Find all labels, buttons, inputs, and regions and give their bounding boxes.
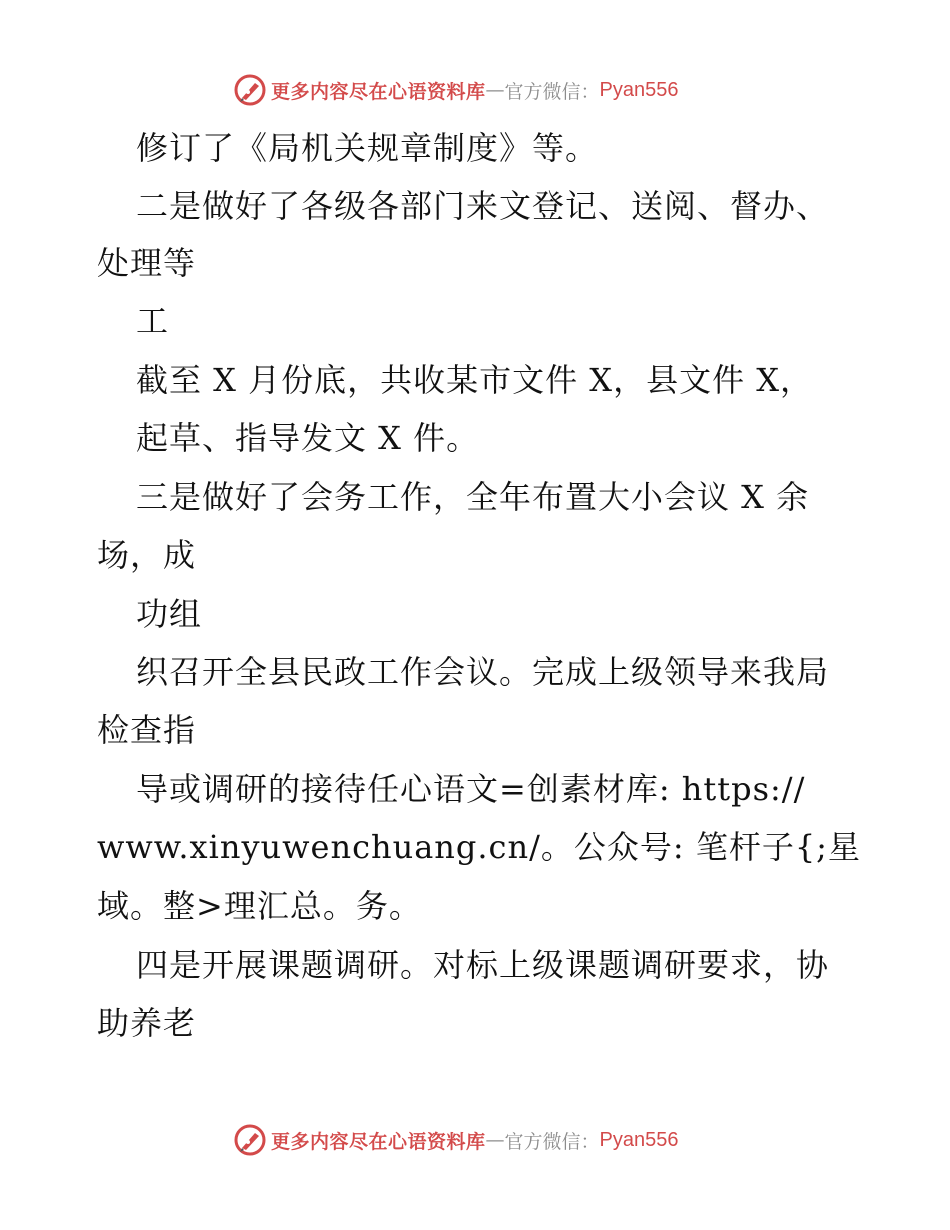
watermark-brand: 更多内容尽在心语资料库 [271,1130,486,1153]
watermark-label: 官方微信： [504,80,600,103]
pen-logo-icon [233,1123,267,1157]
watermark-separator: — [485,79,505,101]
text-line: 功组 [136,595,203,633]
watermark-account: Pyan556 [599,78,679,101]
text-line: 三是做好了会务工作，全年布置大小会议 X 余 [136,478,810,516]
watermark-separator: — [485,1129,505,1151]
watermark-account: Pyan556 [599,1128,679,1151]
text-line: 工 [136,302,170,340]
watermark-brand: 更多内容尽在心语资料库 [271,80,486,103]
text-line: 起草、指导发文 X 件。 [136,419,480,457]
text-line: 检查指 [97,711,197,749]
text-line: www.xinyuwenchuang.cn/。公众号: 笔杆子{;星 [97,828,861,866]
watermark-label: 官方微信： [504,1130,600,1153]
text-line: 场，成 [97,536,197,574]
text-line: 四是开展课题调研。对标上级课题调研要求，协 [136,946,830,984]
text-line: 织召开全县民政工作会议。完成上级领导来我局 [136,653,830,691]
text-line: 二是做好了各级各部门来文登记、送阅、督办、 [136,187,830,225]
text-line: 修订了《局机关规章制度》等。 [136,129,599,167]
text-line: 助养老 [97,1004,197,1042]
text-line: 处理等 [97,244,197,282]
text-line: 截至 X 月份底，共收某市文件 X，县文件 X， [136,361,814,399]
footer-watermark [233,1122,679,1158]
text-line: 导或调研的接待任心语文=创素材库: https:// [136,770,806,808]
text-line: 域。整>理汇总。务。 [97,887,422,925]
